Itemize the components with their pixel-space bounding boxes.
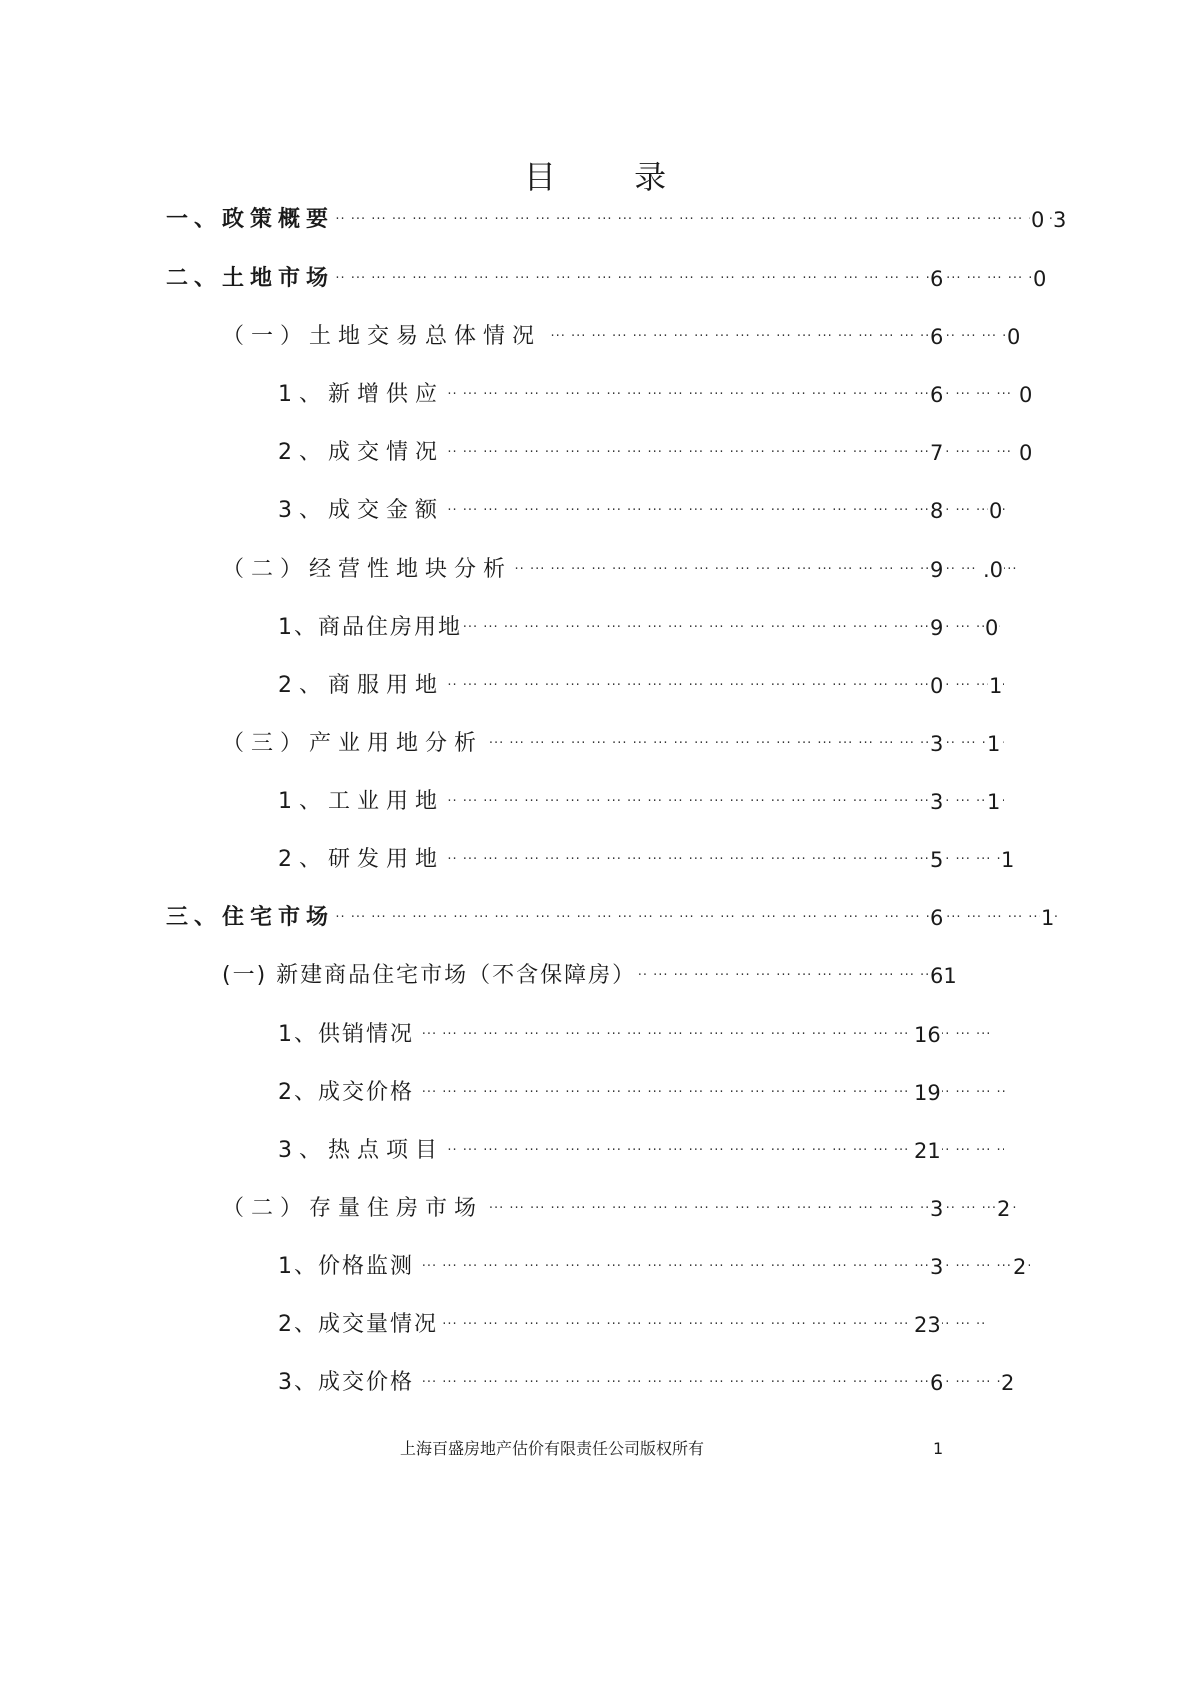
toc-page-number: 0 <box>1032 262 1047 296</box>
toc-page-number: 7 <box>929 436 944 470</box>
toc-page-number: 1 <box>988 669 1003 703</box>
toc-page-number: 0 <box>1018 378 1033 412</box>
toc-entry-land-market[interactable] <box>166 262 1050 296</box>
toc-page-number: 5 <box>929 843 944 877</box>
toc-entry-label: 2、成交量情况 <box>278 1308 440 1342</box>
footer-page-number: 1 <box>933 1439 944 1458</box>
toc-page-number: 23 <box>913 1308 942 1342</box>
toc-entry-label: （一）土地交易总体情况 <box>222 320 543 354</box>
toc-page-number: 3 <box>929 1250 944 1284</box>
toc-entry-commercial-service-land[interactable] <box>278 669 1004 703</box>
toc-entry-land-transaction-overview[interactable] <box>222 320 1024 354</box>
toc-entry-label: 2、研发用地 <box>278 843 446 877</box>
toc-page-number: 3 <box>929 785 944 819</box>
toc-page-number: 2 <box>1000 1366 1015 1400</box>
toc-page-number: 2 <box>1012 1250 1027 1284</box>
toc-page-number: 0 <box>984 611 999 645</box>
toc-page-number: 6 <box>929 378 944 412</box>
toc-entry-label: 2、成交情况 <box>278 436 446 470</box>
toc-entry-industrial-land-analysis[interactable] <box>222 727 1004 761</box>
toc-page-number: 6 <box>929 262 944 296</box>
toc-page-number: 0 <box>1030 203 1045 237</box>
toc-entry-label: 3、成交金额 <box>278 494 446 528</box>
toc-entry-label: (一) 新建商品住宅市场（不含保障房） <box>222 959 638 993</box>
toc-page-number: 6 <box>929 1366 944 1400</box>
toc-entry-label: 3、成交价格 <box>278 1366 416 1400</box>
toc-page-number: 0 <box>1006 320 1021 354</box>
toc-page-number: 9 <box>929 611 944 645</box>
toc-entry-new-housing-price[interactable] <box>278 1076 1006 1110</box>
toc-entry-label: 1、商品住房用地 <box>278 611 464 645</box>
toc-page-number: 1 <box>986 785 1001 819</box>
toc-page-number: 61 <box>929 959 958 993</box>
toc-page-number: 16 <box>913 1018 942 1052</box>
toc-entry-rd-land[interactable] <box>278 843 1018 877</box>
toc-entry-housing-market[interactable] <box>166 901 1060 935</box>
toc-entry-industrial-land[interactable] <box>278 785 1004 819</box>
toc-page-number: 9 <box>929 553 944 587</box>
toc-page-number: 1 <box>1040 901 1055 935</box>
toc-page-number: 8 <box>929 494 944 528</box>
toc-entry-residential-land[interactable] <box>278 611 1000 645</box>
toc-entry-label: 2、商服用地 <box>278 669 446 703</box>
toc-page-number: 3 <box>929 727 944 761</box>
toc-entry-existing-housing-market[interactable] <box>222 1192 1016 1226</box>
toc-entry-supply-and-sales[interactable] <box>278 1018 994 1052</box>
toc-entry-policy-summary[interactable] <box>166 203 1068 237</box>
toc-entry-transaction-amount[interactable] <box>278 494 1006 528</box>
toc-entry-label: （二）存量住房市场 <box>222 1192 485 1226</box>
toc-page-number: 21 <box>913 1134 942 1168</box>
toc-page-number: .0 <box>982 553 1004 587</box>
toc-page-number: 19 <box>913 1076 942 1110</box>
toc-entry-label: 一、政策概要 <box>166 203 336 237</box>
toc-entry-label: 1、价格监测 <box>278 1250 416 1284</box>
toc-entry-transaction-status[interactable] <box>278 436 1036 470</box>
toc-entry-label: 1、工业用地 <box>278 785 446 819</box>
toc-entry-label: 1、供销情况 <box>278 1018 416 1052</box>
toc-entry-label: （三）产业用地分析 <box>222 727 485 761</box>
toc-entry-label: 二、土地市场 <box>166 262 336 296</box>
toc-page-number: 1 <box>1000 843 1015 877</box>
toc-page-number: 0 <box>929 669 944 703</box>
page-footer <box>0 1434 1190 1464</box>
toc-page-number: 0 <box>988 494 1003 528</box>
toc-page-number: 2 <box>996 1192 1011 1226</box>
toc-page-number: 3 <box>1052 203 1067 237</box>
toc-entry-new-supply[interactable] <box>278 378 1036 412</box>
toc-entry-price-monitoring[interactable] <box>278 1250 1030 1284</box>
toc-page-number: 0 <box>1018 436 1033 470</box>
toc-entry-label: 三、住宅市场 <box>166 901 336 935</box>
toc-entry-existing-housing-price[interactable] <box>278 1366 1018 1400</box>
toc-entry-label: （二）经营性地块分析 <box>222 553 514 587</box>
toc-entry-label: 2、成交价格 <box>278 1076 416 1110</box>
footer-copyright: 上海百盛房地产估价有限责任公司版权所有 <box>400 1439 705 1458</box>
toc-entry-transaction-volume[interactable] <box>278 1308 986 1342</box>
toc-entry-label: 3、热点项目 <box>278 1134 446 1168</box>
toc-page-number: 1 <box>986 727 1001 761</box>
toc-page-number: 6 <box>929 320 944 354</box>
toc-page-number: 3 <box>929 1192 944 1226</box>
toc-page-number: 6 <box>929 901 944 935</box>
toc-entry-hot-projects[interactable] <box>278 1134 1004 1168</box>
toc-entry-commercial-plot-analysis[interactable] <box>222 553 1016 587</box>
page-title: 目 录 <box>523 158 701 196</box>
toc-entry-new-commercial-housing[interactable] <box>222 959 957 993</box>
toc-entry-label: 1、新增供应 <box>278 378 446 412</box>
